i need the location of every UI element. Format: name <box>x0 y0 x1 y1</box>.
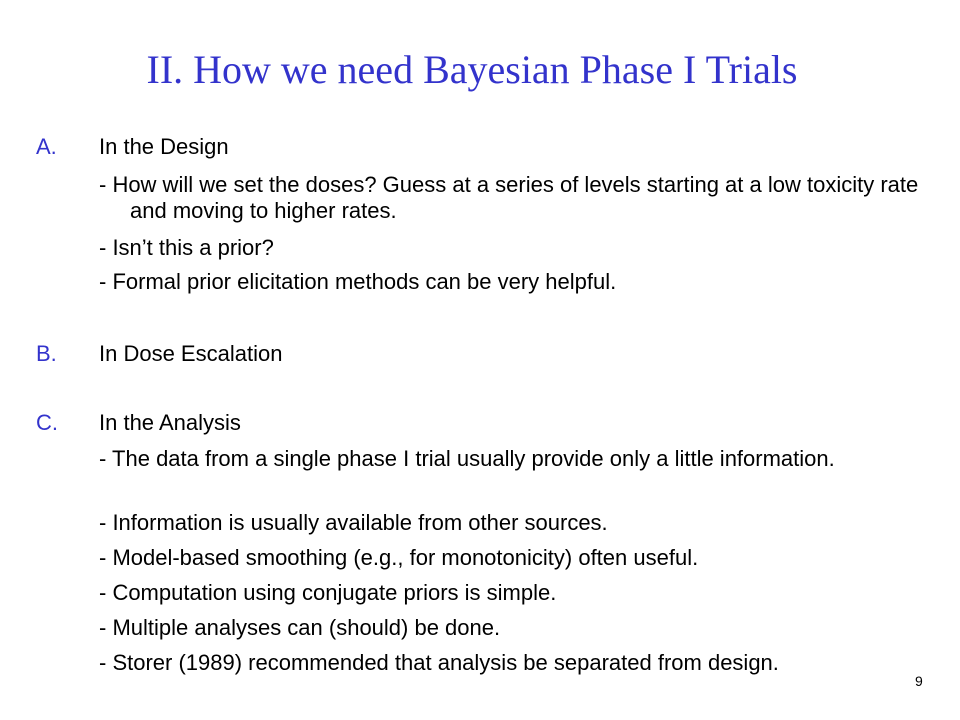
section-c-bullet-1: - The data from a single phase I trial usually provide only a little information. <box>99 446 835 471</box>
section-a-bullet-1: - How will we set the doses? Guess at a series of levels starting at a low toxicity rate and moving to higher rates. <box>99 172 919 223</box>
section-a-heading: In the Design <box>99 134 229 159</box>
section-a-marker: A. <box>36 134 57 159</box>
section-b-marker: B. <box>36 341 57 366</box>
section-c-bullet-4: - Computation using conjugate priors is simple. <box>99 580 557 605</box>
section-c-heading: In the Analysis <box>99 410 241 435</box>
section-c-bullet-6: - Storer (1989) recommended that analysis be separated from design. <box>99 650 779 675</box>
page-number: 9 <box>915 673 923 689</box>
slide-title: II. How we need Bayesian Phase I Trials <box>146 47 798 92</box>
section-c-bullet-5: - Multiple analyses can (should) be done. <box>99 615 501 640</box>
section-c-bullet-3: - Model-based smoothing (e.g., for monotonicity) often useful. <box>99 545 699 570</box>
section-c-bullet-2: - Information is usually available from other sources. <box>99 510 608 535</box>
section-a-bullet-2: - Isn’t this a prior? <box>99 235 274 260</box>
section-b-heading: In Dose Escalation <box>99 341 283 366</box>
section-c-marker: C. <box>36 410 58 435</box>
section-a-bullet-3: - Formal prior elicitation methods can be very helpful. <box>99 269 617 294</box>
